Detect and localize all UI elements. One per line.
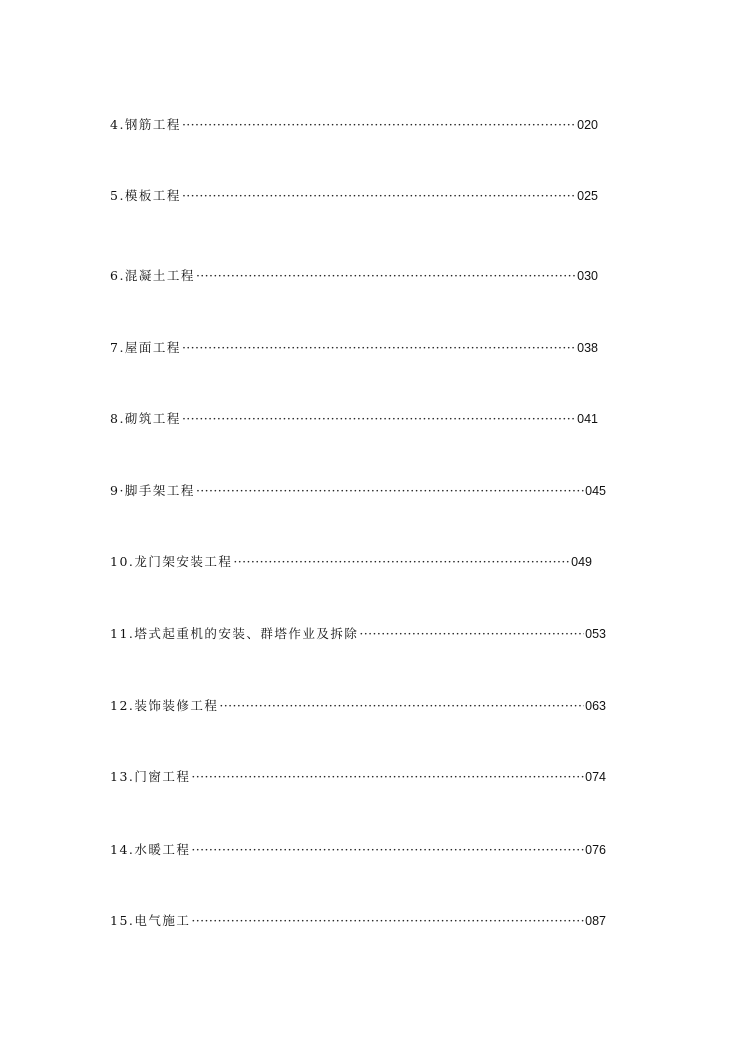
toc-entry-page: 045 [585, 484, 606, 498]
dot-leader [191, 769, 584, 785]
toc-entry-page: 063 [585, 699, 606, 713]
toc-entry-page: 041 [577, 412, 598, 426]
toc-entry-page: 030 [577, 269, 598, 283]
dot-leader [182, 117, 576, 133]
toc-entry-page: 038 [577, 341, 598, 355]
toc-entry-formwork[interactable] [110, 188, 598, 204]
toc-entry-title: 9·脚手架工程 [110, 483, 195, 498]
toc-entry-plumbing-heating[interactable] [110, 842, 606, 858]
dot-leader [233, 554, 570, 570]
dot-leader [182, 340, 576, 356]
toc-entry-doors-windows[interactable] [110, 769, 606, 785]
toc-entry-rebar[interactable] [110, 117, 598, 133]
toc-entry-page: 049 [571, 555, 592, 569]
toc-entry-title: 13.门窗工程 [110, 769, 191, 784]
toc-entry-title: 4.钢筋工程 [110, 117, 181, 132]
dot-leader [182, 411, 576, 427]
toc-entry-electrical[interactable] [110, 913, 606, 929]
toc-entry-title: 12.装饰装修工程 [110, 698, 219, 713]
toc-entry-roofing[interactable] [110, 340, 598, 356]
toc-entry-gantry-installation[interactable] [110, 554, 592, 570]
dot-leader [196, 268, 576, 284]
toc-entry-page: 074 [585, 770, 606, 784]
toc-entry-title: 11.塔式起重机的安装、群塔作业及拆除 [110, 626, 359, 641]
toc-entry-title: 15.电气施工 [110, 913, 191, 928]
dot-leader [219, 698, 584, 714]
toc-entry-masonry[interactable] [110, 411, 598, 427]
toc-entry-scaffolding[interactable] [110, 483, 606, 499]
toc-entry-decoration[interactable] [110, 698, 606, 714]
toc-entry-title: 6.混凝土工程 [110, 268, 195, 283]
toc-entry-title: 7.屋面工程 [110, 340, 181, 355]
toc-entry-tower-crane[interactable] [110, 626, 606, 642]
toc-entry-concrete[interactable] [110, 268, 598, 284]
toc-entry-title: 8.砌筑工程 [110, 411, 181, 426]
toc-entry-title: 10.龙门架安装工程 [110, 554, 233, 569]
dot-leader [196, 483, 584, 499]
dot-leader [191, 842, 584, 858]
toc-entry-title: 14.水暖工程 [110, 842, 191, 857]
toc-entry-page: 087 [585, 914, 606, 928]
toc-entry-page: 020 [577, 118, 598, 132]
toc-entry-page: 025 [577, 189, 598, 203]
dot-leader [191, 913, 584, 929]
dot-leader [359, 626, 584, 642]
dot-leader [182, 188, 576, 204]
toc-entry-page: 053 [585, 627, 606, 641]
toc-entry-title: 5.模板工程 [110, 188, 181, 203]
toc-entry-page: 076 [585, 843, 606, 857]
